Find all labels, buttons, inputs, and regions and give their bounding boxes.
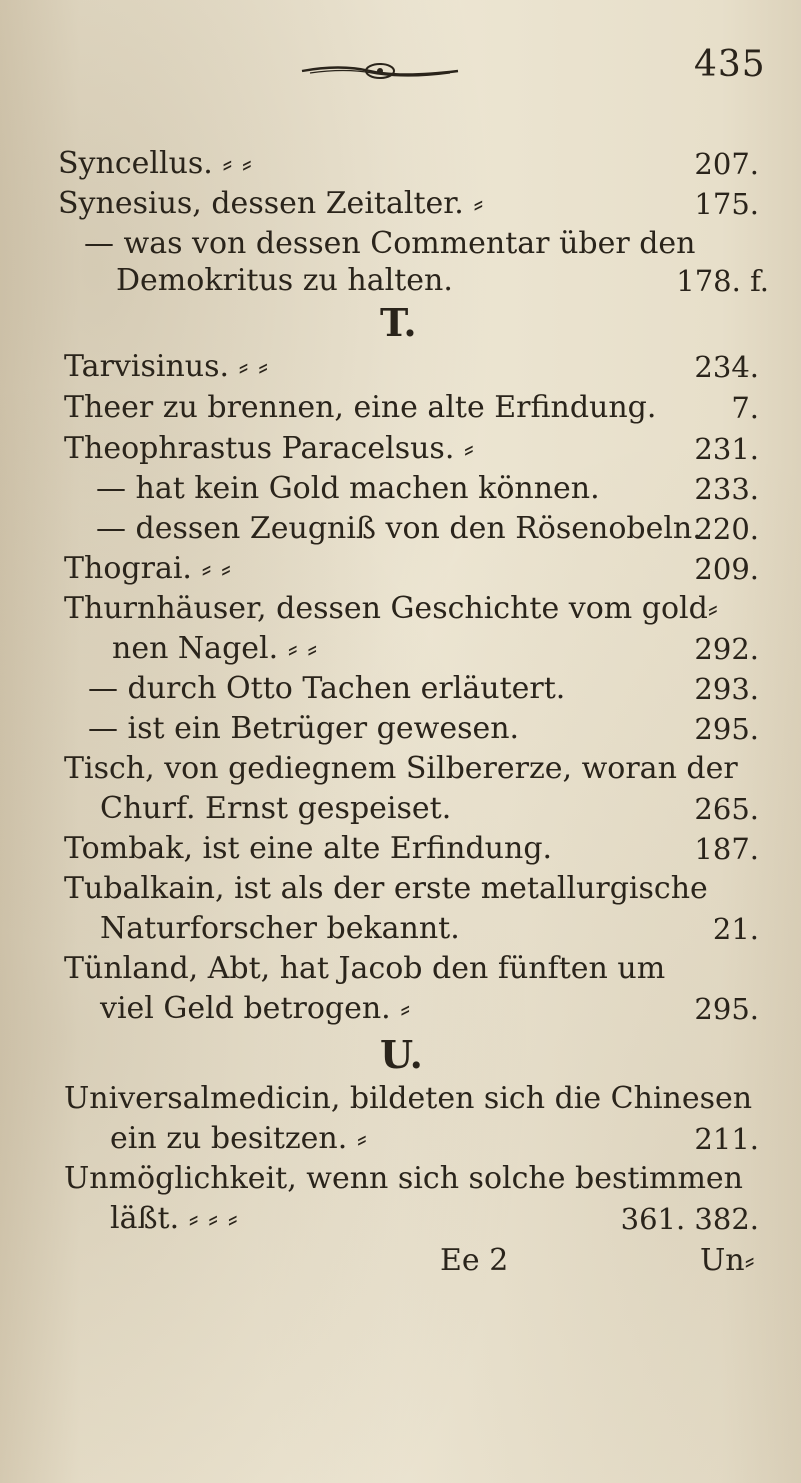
index-entry: Tubalkain, ist als der erste metallurgische bbox=[64, 871, 708, 906]
page-ref: 361. 382. bbox=[620, 1202, 759, 1236]
index-entry: — ist ein Betrüger gewesen. bbox=[88, 711, 520, 746]
index-entry: Naturforscher bekannt. bbox=[100, 911, 460, 946]
index-entry: Thograi. ⸗ ⸗ bbox=[64, 551, 232, 586]
signature-mark: Ee 2 bbox=[440, 1243, 509, 1278]
index-entry: Syncellus. ⸗ ⸗ bbox=[58, 146, 252, 181]
page-ref: 233. bbox=[694, 472, 759, 506]
index-entry: Thurnhäuser, dessen Geschichte vom gold⸗ bbox=[64, 591, 718, 626]
index-entry: Tarvisinus. ⸗ ⸗ bbox=[64, 349, 269, 384]
index-entry: Theer zu brennen, eine alte Erfindung. bbox=[64, 390, 657, 425]
index-entry: Tombak, ist eine alte Erfindung. bbox=[64, 831, 553, 866]
page-ref: 207. bbox=[694, 147, 759, 181]
index-entry: Tünland, Abt, hat Jacob den fünften um bbox=[64, 951, 666, 986]
index-entry: — durch Otto Tachen erläutert. bbox=[88, 671, 566, 706]
page-ref: 175. bbox=[694, 187, 759, 221]
page-ref: 292. bbox=[694, 632, 759, 666]
index-entry: Theophrastus Paracelsus. ⸗ bbox=[64, 431, 474, 466]
index-entry: Unmöglichkeit, wenn sich solche bestimmen bbox=[64, 1161, 743, 1196]
catchword: Un⸗ bbox=[700, 1243, 755, 1278]
index-entry: ein zu besitzen. ⸗ bbox=[110, 1121, 367, 1156]
section-heading-t: T. bbox=[380, 300, 417, 345]
page-ref: 187. bbox=[694, 832, 759, 866]
index-entry: Demokritus zu halten. bbox=[116, 263, 453, 298]
page-ref: 234. bbox=[694, 350, 759, 384]
index-entry: Churf. Ernst gespeiset. bbox=[100, 791, 452, 826]
page-ref: 231. bbox=[694, 432, 759, 466]
index-entry: — dessen Zeugniß von den Rösenobeln. bbox=[96, 511, 702, 546]
page-ref: 220. bbox=[694, 512, 759, 546]
page-ref: 178. f. bbox=[676, 264, 769, 298]
index-entry: läßt. ⸗ ⸗ ⸗ bbox=[110, 1201, 238, 1236]
page-ref: 209. bbox=[694, 552, 759, 586]
page-ref: 265. bbox=[694, 792, 759, 826]
page-ref: 211. bbox=[694, 1122, 759, 1156]
page-ref: 295. bbox=[694, 712, 759, 746]
page-number: 435 bbox=[694, 44, 766, 85]
index-entry: Universalmedicin, bildeten sich die Chinesen bbox=[64, 1081, 753, 1116]
index-entry: Synesius, dessen Zeitalter. ⸗ bbox=[58, 186, 484, 221]
index-entry: nen Nagel. ⸗ ⸗ bbox=[112, 631, 318, 666]
page-ref: 295. bbox=[694, 992, 759, 1026]
index-entry: viel Geld betrogen. ⸗ bbox=[100, 991, 411, 1026]
index-entry: Tisch, von gediegnem Silbererze, woran der bbox=[64, 751, 738, 786]
page-ref: 21. bbox=[712, 912, 759, 946]
index-entry: — was von dessen Commentar über den bbox=[84, 226, 696, 261]
index-entry: — hat kein Gold machen können. bbox=[96, 471, 600, 506]
section-heading-u: U. bbox=[380, 1032, 423, 1077]
page-ref: 293. bbox=[694, 672, 759, 706]
page-ref: 7. bbox=[731, 391, 759, 425]
